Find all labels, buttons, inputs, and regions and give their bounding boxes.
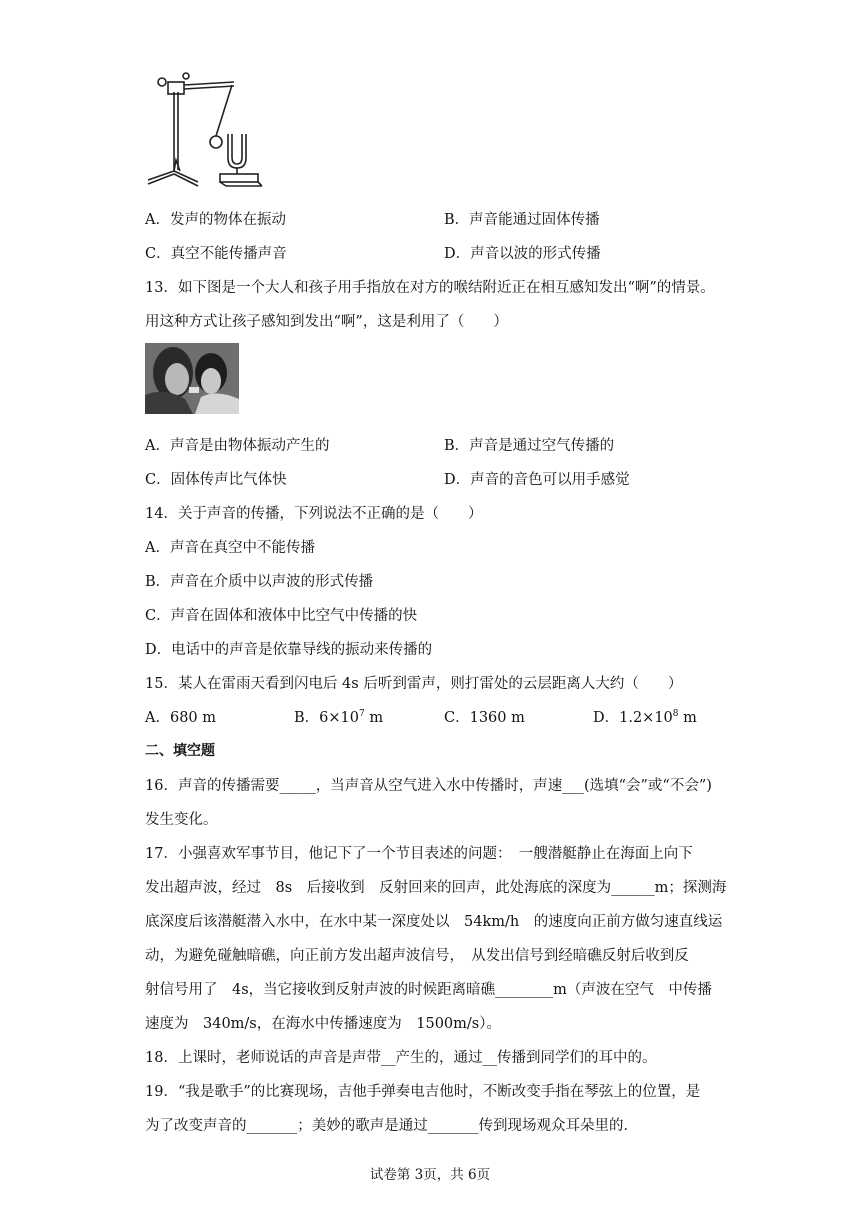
q12-option-b: B．声音能通过固体传播 — [444, 212, 600, 228]
q13-option-a: A．声音是由物体振动产生的 — [145, 438, 330, 454]
q12-option-d: D．声音以波的形式传播 — [444, 246, 601, 262]
q13-option-b: B．声音是通过空气传播的 — [444, 438, 615, 454]
q19-line1: 19．“我是歌手”的比赛现场，吉他手弹奏电吉他时，不断改变手指在琴弦上的位置，是 — [145, 1084, 701, 1100]
section-title-fill-in: 二、填空题 — [145, 743, 215, 759]
q17-line3: 底深度后该潜艇潜入水中，在水中某一深度处以 54km/h 的速度向正前方做匀速直线运 — [145, 914, 723, 930]
q14-option-c: C．声音在固体和液体中比空气中传播的快 — [145, 608, 418, 624]
q14-option-b: B．声音在介质中以声波的形式传播 — [145, 574, 374, 590]
q15-option-d: D．$1.2\times 10^8$ m — [593, 709, 697, 726]
q16-line2: 发生变化。 — [145, 812, 218, 828]
tuning-fork-pendulum-figure — [140, 70, 275, 195]
q13-stem-line1: 13．如下图是一个大人和孩子用手指放在对方的喉结附近正在相互感知发出“啊”的情景。 — [145, 280, 715, 296]
q17-line5: 射信号用了 4s，当它接收到反射声波的时候距离暗礁________m（声波在空气 中传播 — [145, 982, 712, 998]
page-footer: 试卷第 3页，共 6页 — [369, 1167, 491, 1183]
q15-option-c: C．1360 m — [444, 710, 525, 726]
q17-line2: 发出超声波，经过 8s 后接收到 反射回来的回声，此处海底的深度为______m；探测海 — [145, 880, 727, 896]
q14-option-d: D．电话中的声音是依靠导线的振动来传播的 — [145, 642, 433, 658]
q15-option-b: B．$6\times 10^7$ m — [294, 709, 384, 726]
q17-line4: 动，为避免碰触暗礁，向正前方发出超声波信号， 从发出信号到经暗礁反射后收到反 — [145, 948, 689, 964]
q17-line6: 速度为 340m/s，在海水中传播速度为 1500m/s）。 — [145, 1016, 501, 1032]
q14-stem: 14．关于声音的传播，下列说法不正确的是（ ） — [145, 506, 483, 522]
q12-option-a: A．发声的物体在振动 — [145, 212, 286, 228]
q13-option-c: C．固体传声比气体快 — [145, 472, 287, 488]
q12-option-c: C．真空不能传播声音 — [145, 246, 287, 262]
q13-option-d: D．声音的音色可以用手感觉 — [444, 472, 630, 488]
q17-line1: 17．小强喜欢军事节目，他记下了一个节目表述的问题： 一艘潜艇静止在海面上向下 — [145, 846, 693, 862]
q18-line1: 18．上课时，老师说话的声音是声带__产生的，通过__传播到同学们的耳中的。 — [145, 1050, 657, 1066]
adult-child-throat-photo — [145, 343, 239, 414]
q13-stem-line2: 用这种方式让孩子感知到发出“啊”，这是利用了（ ） — [145, 314, 508, 330]
q16-line1: 16．声音的传播需要_____，当声音从空气进入水中传播时，声速___(选填“会”或“不会”) — [145, 778, 712, 794]
q15-option-a: A．680 m — [145, 710, 217, 726]
q14-option-a: A．声音在真空中不能传播 — [145, 540, 315, 556]
q15-stem: 15．某人在雷雨天看到闪电后 4s 后听到雷声，则打雷处的云层距离人大约（ ） — [145, 676, 683, 692]
q19-line2: 为了改变声音的_______；美妙的歌声是通过_______传到现场观众耳朵里的． — [145, 1118, 638, 1134]
